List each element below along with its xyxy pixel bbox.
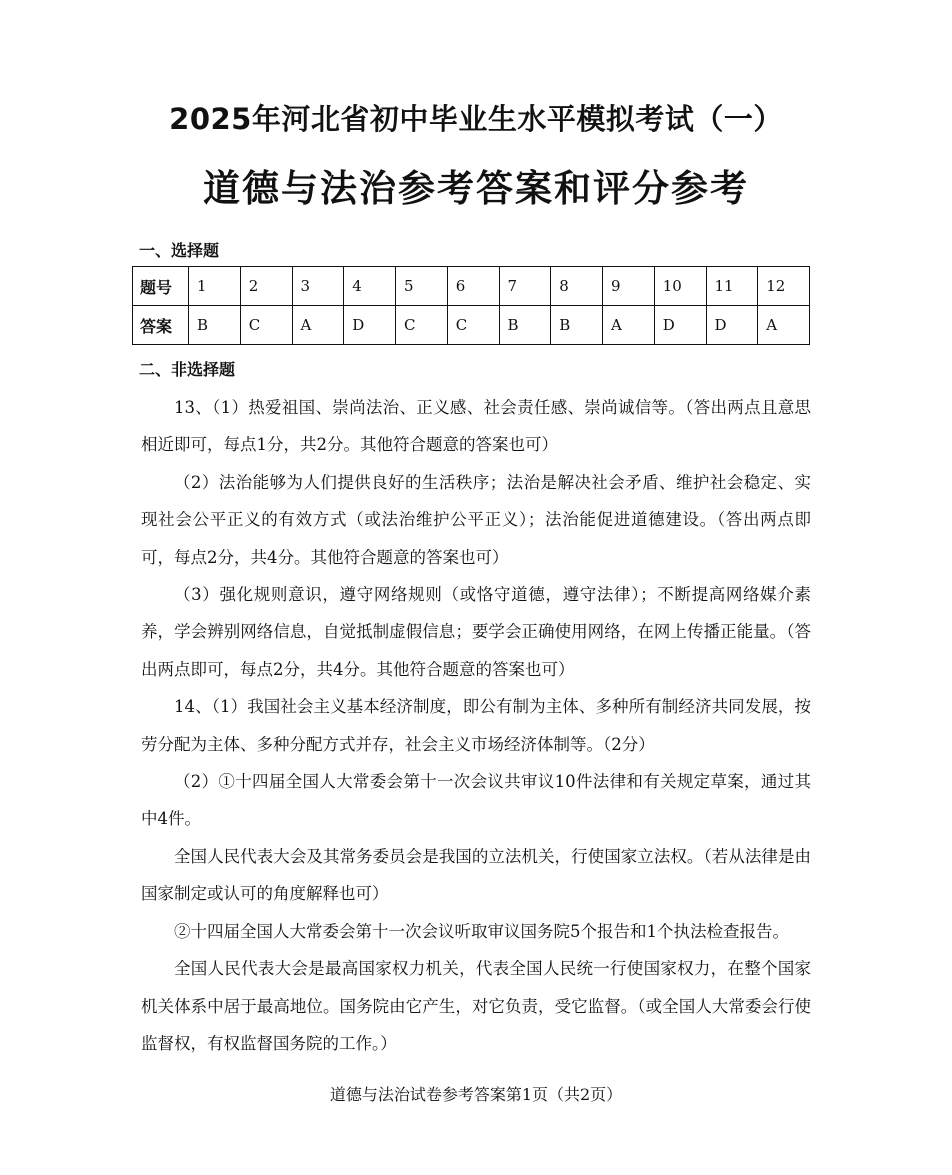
row-label-question-number: 题号 [133,267,189,306]
question-number-cell: 9 [603,267,655,306]
question-number-cell: 11 [706,267,758,306]
answer-paragraph: （2）①十四届全国人大常委会第十一次会议共审议10件法律和有关规定草案，通过其中4件。 [141,772,811,829]
table-row-answers [133,306,810,345]
answer-paragraph: （2）法治能够为人们提供良好的生活秩序；法治是解决社会矛盾、维护社会稳定、实现社会公平正义的有效方式（或法治维护公平正义）；法治能促进道德建设。（答出两点即可，每点2分，共4分。其他符合题意的答案也可） [141,472,811,567]
answer-paragraph: （3）强化规则意识，遵守网络规则（或恪守道德，遵守法律）；不断提高网络媒介素养，学会辨别网络信息，自觉抵制虚假信息；要学会正确使用网络，在网上传播正能量。（答出两点即可，每点2分，共4分。其他符合题意的答案也可） [141,585,811,679]
question-number-cell: 6 [447,267,499,306]
answer-paragraph: 13、（1）热爱祖国、崇尚法治、正义感、社会责任感、崇尚诚信等。（答出两点且意思相近即可，每点1分，共2分。其他符合题意的答案也可） [141,398,811,455]
question-number-cell: 4 [344,267,396,306]
answer-paragraph: 全国人民代表大会及其常务委员会是我国的立法机关，行使国家立法权。（若从法律是由国家制定或认可的角度解释也可） [141,846,811,904]
table-row-question-numbers [133,267,810,306]
answer-paragraph: ②十四届全国人大常委会第十一次会议听取审议国务院5个报告和1个执法检查报告。 [174,921,789,941]
answer-cell: C [240,306,292,345]
answer-cell: B [189,306,241,345]
row-label-answer: 答案 [133,306,189,345]
answer-cell: C [396,306,448,345]
answer-cell: A [758,306,810,345]
question-number-cell: 2 [240,267,292,306]
answer-table [132,266,810,345]
exam-title: 2025年河北省初中毕业生水平模拟考试（一） [169,102,783,136]
answer-paragraph: 14、（1）我国社会主义基本经济制度，即公有制为主体、多种所有制经济共同发展，按劳分配为主体、多种分配方式并存，社会主义市场经济体制等。（2分） [141,697,811,754]
answer-cell: C [447,306,499,345]
question-number-cell: 8 [551,267,603,306]
question-number-cell: 10 [654,267,706,306]
answer-cell: D [344,306,396,345]
answer-cell: B [551,306,603,345]
answer-cell: D [706,306,758,345]
answer-cell: B [499,306,551,345]
answer-cell: A [292,306,344,345]
question-number-cell: 12 [758,267,810,306]
answer-cell: D [654,306,706,345]
section-heading-non-choice: 二、非选择题 [139,360,236,379]
answer-paragraph: 全国人民代表大会是最高国家权力机关，代表全国人民统一行使国家权力，在整个国家机关体系中居于最高地位。国务院由它产生，对它负责，受它监督。（或全国人大常委会行使监督权，有权监督国务院的工作。） [141,959,811,1053]
answer-body [141,389,811,1062]
answer-cell: A [603,306,655,345]
page-footer: 道德与法治试卷参考答案第1页（共2页） [329,1085,623,1104]
document-subtitle: 道德与法治参考答案和评分参考 [203,167,749,210]
question-number-cell: 1 [189,267,241,306]
section-heading-multiple-choice: 一、选择题 [139,241,220,260]
question-number-cell: 5 [396,267,448,306]
question-number-cell: 7 [499,267,551,306]
question-number-cell: 3 [292,267,344,306]
